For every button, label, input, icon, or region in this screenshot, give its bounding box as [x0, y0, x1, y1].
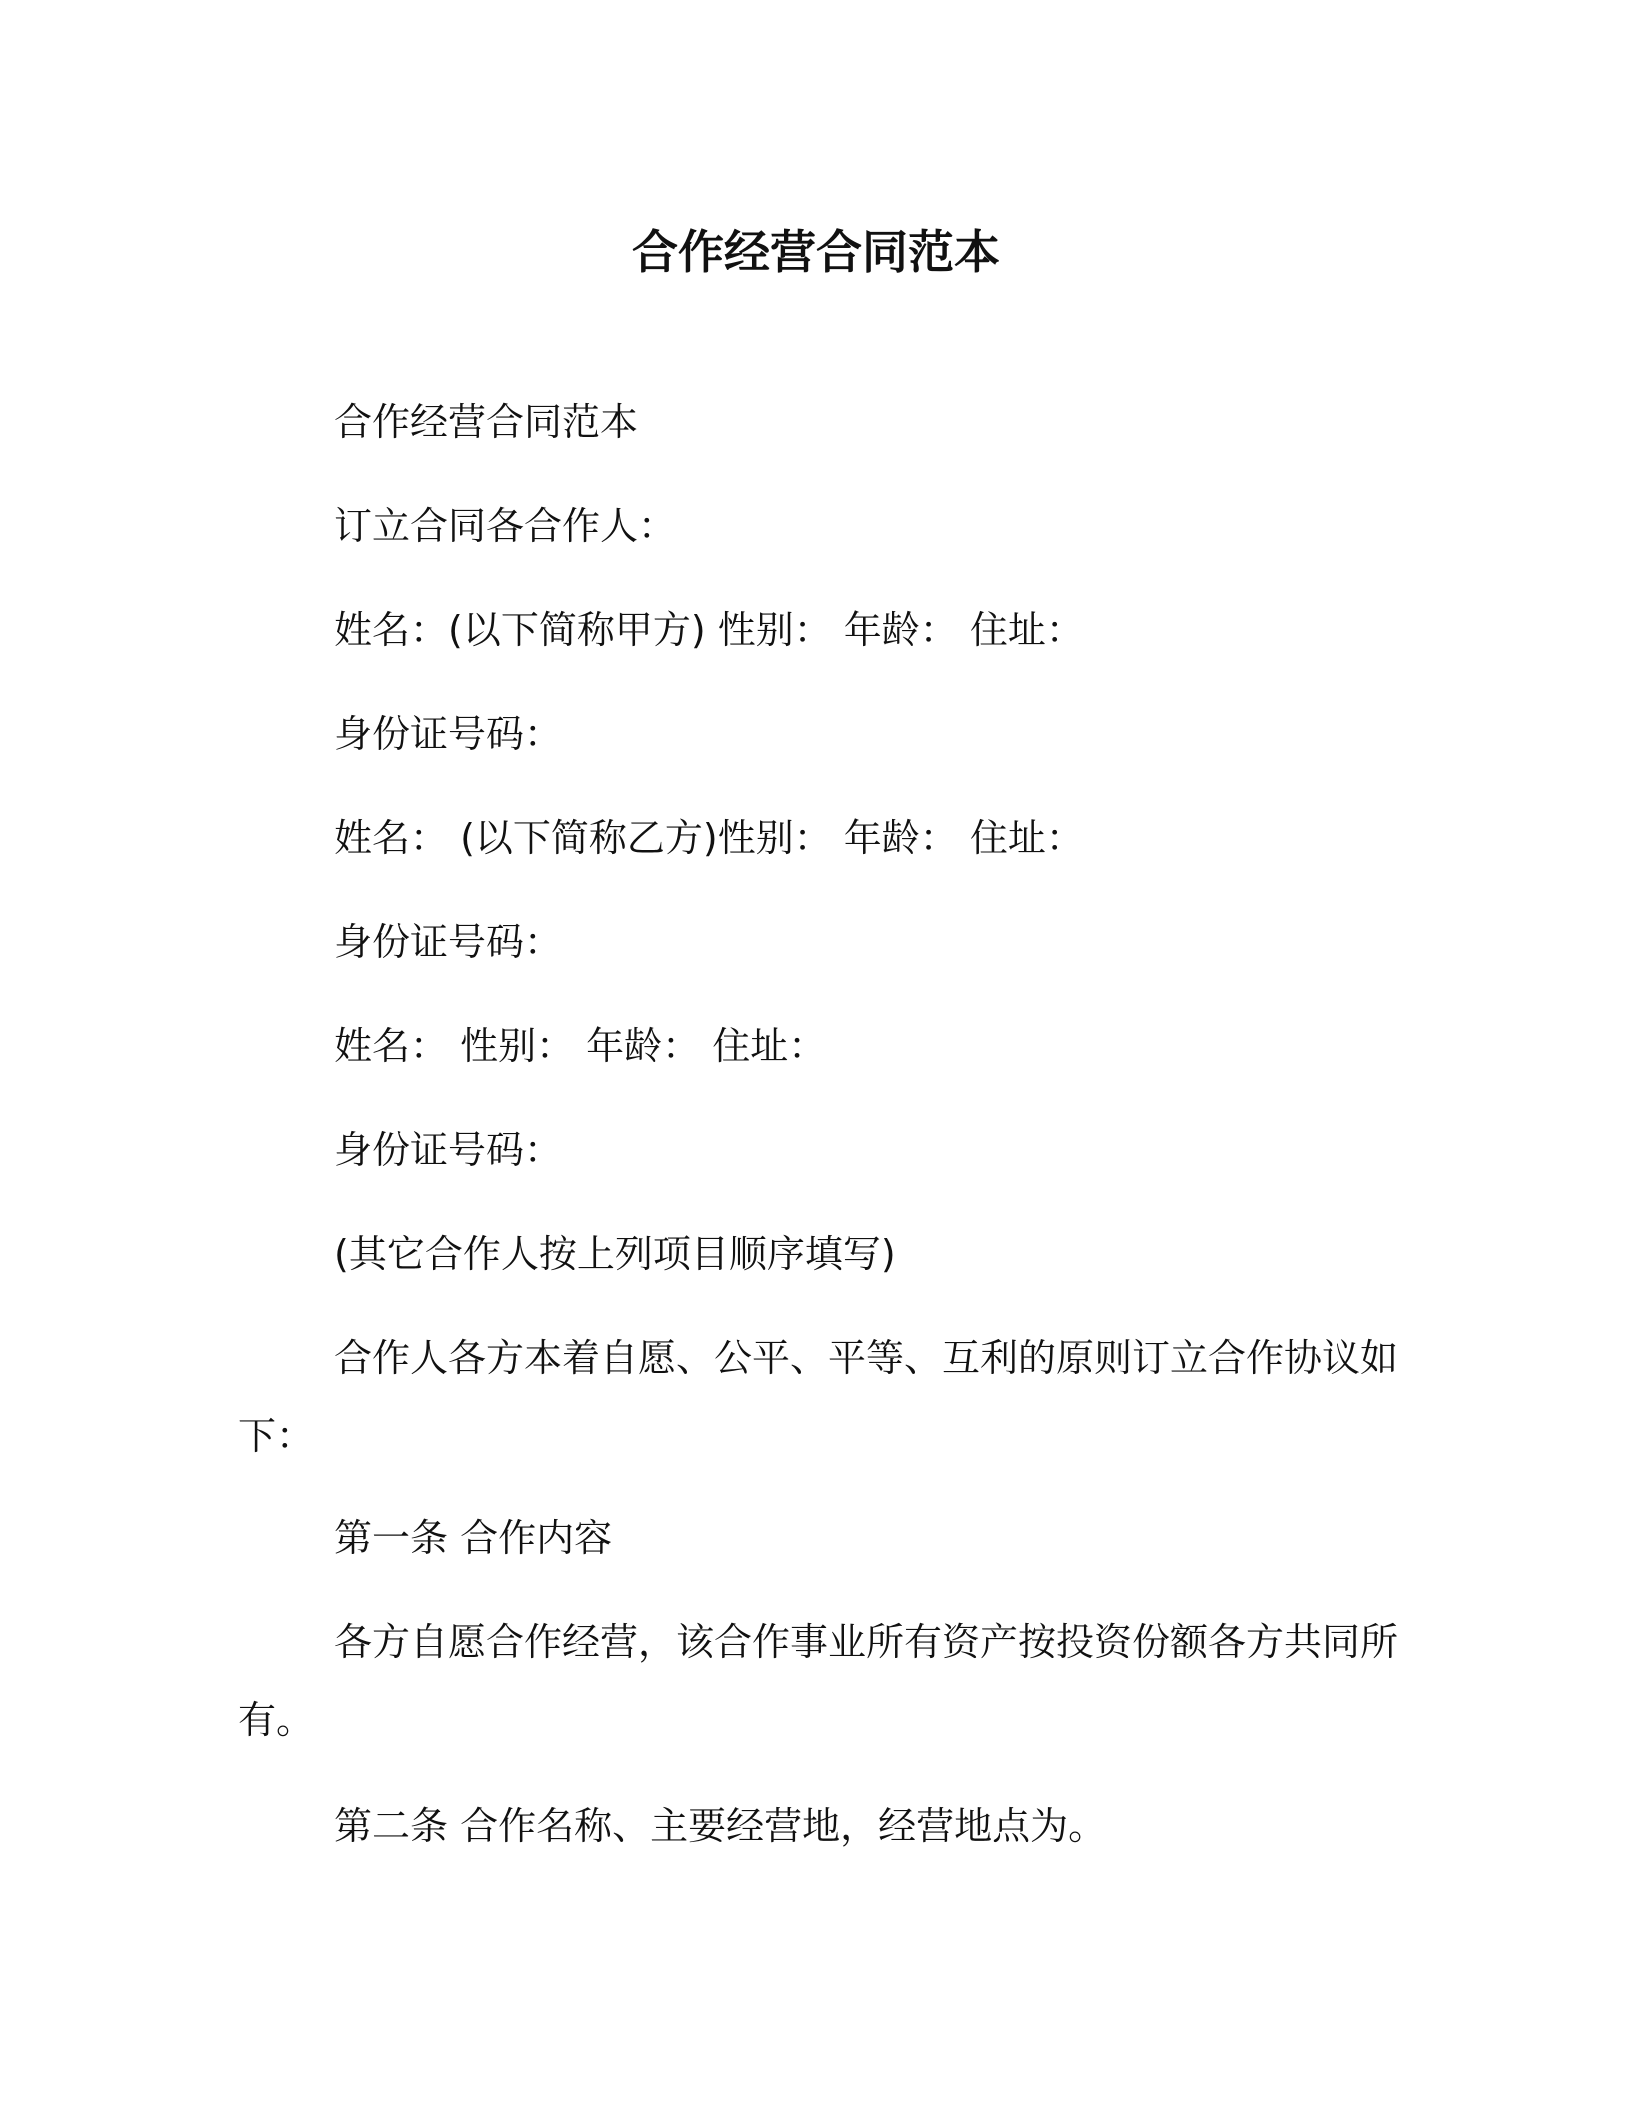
- contract-parties-label: 订立合同各合作人：: [334, 504, 677, 548]
- party-b-info: 姓名： (以下简称乙方)性别： 年龄： 住址：: [334, 816, 1084, 860]
- intro-paragraph: [238, 1332, 1408, 1462]
- subtitle-paragraph: 合作经营合同范本: [334, 400, 639, 444]
- intro-line-1: 合作人各方本着自愿、公平、平等、互利的原则订立合作协议如: [334, 1336, 1399, 1380]
- party-b-id-number: 身份证号码：: [334, 920, 563, 964]
- document-title: 合作经营合同范本: [632, 225, 1000, 279]
- article-1-line-1: 各方自愿合作经营，该合作事业所有资产按投资份额各方共同所: [334, 1620, 1399, 1664]
- party-a-id-number: 身份证号码：: [334, 712, 563, 756]
- other-parties-note: (其它合作人按上列项目顺序填写): [334, 1232, 896, 1276]
- article-2-heading: 第二条 合作名称、主要经营地，经营地点为。: [334, 1804, 1107, 1848]
- party-c-id-number: 身份证号码：: [334, 1128, 563, 1172]
- intro-line-2: 下：: [238, 1414, 315, 1458]
- party-a-info: 姓名：(以下简称甲方) 性别： 年龄： 住址：: [334, 608, 1084, 652]
- article-1-heading: 第一条 合作内容: [334, 1516, 613, 1560]
- party-c-info: 姓名： 性别： 年龄： 住址：: [334, 1024, 827, 1068]
- article-1-line-2: 有。: [238, 1698, 315, 1742]
- article-1-body: [238, 1616, 1408, 1746]
